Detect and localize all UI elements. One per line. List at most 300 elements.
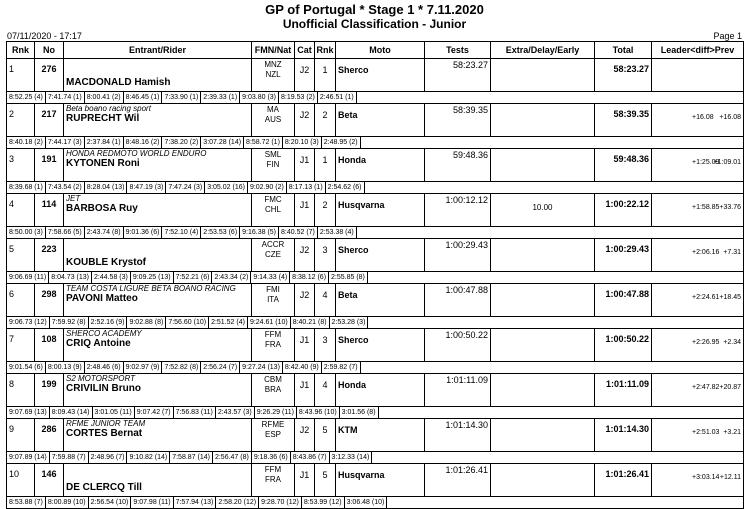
total-time: 1:01:11.09 — [595, 374, 652, 407]
table-row — [7, 149, 744, 182]
split-time: 2:59.82 (7) — [322, 362, 361, 373]
rider-name: KOUBLE Krystof — [66, 257, 147, 268]
rider-cell — [64, 194, 252, 227]
federation-cell — [252, 239, 295, 272]
total-time: 1:00:22.12 — [595, 194, 652, 227]
split-time: 8:38.12 (6) — [290, 272, 329, 283]
leader-gap-cell — [652, 59, 744, 92]
federation-cell — [252, 149, 295, 182]
split-times-row — [7, 182, 744, 194]
split-time: 8:28.04 (13) — [85, 182, 128, 193]
total-time: 1:01:26.41 — [595, 464, 652, 497]
gap-to-leader: +2:47.82 — [692, 384, 720, 391]
split-time: 7:58.87 (14) — [170, 452, 213, 463]
nationality: CZE — [265, 250, 281, 259]
split-time: 8:43.86 (7) — [291, 452, 330, 463]
col-cat: Cat — [295, 42, 315, 59]
tests-time: 1:00:47.88 — [425, 284, 491, 317]
split-time: 8:00.13 (9) — [46, 362, 85, 373]
split-time: 9:10.82 (14) — [127, 452, 170, 463]
split-time: 9:01.36 (6) — [124, 227, 163, 238]
category-rank: 3 — [315, 239, 336, 272]
split-time: 8:47.19 (3) — [127, 182, 166, 193]
rank-cell: 3 — [7, 149, 35, 182]
split-times-row — [7, 137, 744, 149]
federation: FMC — [264, 195, 282, 204]
col-rider: Entrant/Rider — [64, 42, 252, 59]
split-times-cell — [7, 452, 744, 464]
split-time: 7:57.94 (13) — [174, 497, 217, 508]
col-fmn: FMN/Nat — [252, 42, 295, 59]
split-time: 7:59.88 (7) — [50, 452, 89, 463]
motorcycle: KTM — [336, 419, 425, 452]
table-row — [7, 59, 744, 92]
split-time: 7:33.90 (1) — [162, 92, 201, 103]
split-time: 8:19.53 (2) — [279, 92, 318, 103]
leader-gap-cell — [652, 329, 744, 362]
category: J1 — [295, 194, 315, 227]
split-time: 2:37.84 (1) — [85, 137, 124, 148]
federation: SML — [264, 150, 282, 159]
split-time: 2:48.95 (2) — [322, 137, 361, 148]
gap-to-previous: +33.76 — [719, 204, 741, 211]
tests-time: 58:39.35 — [425, 104, 491, 137]
split-time: 8:40.18 (2) — [7, 137, 46, 148]
total-time: 59:48.36 — [595, 149, 652, 182]
rider-cell — [64, 329, 252, 362]
split-time: 2:55.85 (8) — [329, 272, 368, 283]
split-time: 8:53.88 (7) — [7, 497, 46, 508]
print-date: 07/11/2020 - 17:17 — [7, 31, 82, 41]
table-row — [7, 329, 744, 362]
rider-cell — [64, 104, 252, 137]
split-time: 9:06.73 (12) — [7, 317, 50, 328]
split-time: 7:58.66 (5) — [46, 227, 85, 238]
split-time: 2:56.47 (8) — [213, 452, 252, 463]
split-time: 2:54.62 (6) — [326, 182, 365, 193]
rank-cell: 6 — [7, 284, 35, 317]
split-time: 2:43.74 (8) — [85, 227, 124, 238]
split-times-row — [7, 317, 744, 329]
federation: MA — [267, 105, 279, 114]
split-time: 8:48.16 (2) — [124, 137, 163, 148]
split-time: 8:39.68 (1) — [7, 182, 46, 193]
nationality: FRA — [265, 340, 281, 349]
nationality: BRA — [264, 385, 282, 394]
team-name: Beta boano racing sport — [66, 104, 151, 113]
split-time: 2:53.38 (4) — [318, 227, 357, 238]
split-times-cell — [7, 227, 744, 239]
split-time: 9:14.33 (4) — [251, 272, 290, 283]
rank-cell: 2 — [7, 104, 35, 137]
split-time: 8:40.52 (7) — [279, 227, 318, 238]
split-time: 2:43.57 (3) — [216, 407, 255, 418]
split-time: 2:56.24 (7) — [201, 362, 240, 373]
gap-to-previous: +2.34 — [723, 339, 741, 346]
motorcycle: Sherco — [336, 239, 425, 272]
split-times-row — [7, 227, 744, 239]
rider-name: RUPRECHT Wil — [66, 113, 140, 124]
team-name — [66, 464, 249, 473]
split-times-cell — [7, 407, 744, 419]
nationality: NZL — [265, 70, 281, 79]
split-time: 9:09.25 (13) — [131, 272, 174, 283]
total-time: 58:39.35 — [595, 104, 652, 137]
col-no: No — [35, 42, 64, 59]
split-time: 7:52.82 (8) — [162, 362, 201, 373]
rider-name: DE CLERCQ Till — [66, 482, 142, 493]
leader-gap-cell — [652, 464, 744, 497]
rider-name: CRIQ Antoine — [66, 338, 131, 349]
col-rnk: Rnk — [7, 42, 35, 59]
split-time: 2:39.33 (1) — [201, 92, 240, 103]
page-subtitle: Unofficial Classification - Junior — [282, 17, 467, 31]
gap-to-leader: +1:25.09 — [692, 159, 720, 166]
bib-number: 114 — [35, 194, 64, 227]
split-time: 2:58.20 (12) — [216, 497, 259, 508]
table-row — [7, 374, 744, 407]
team-name: RFME JUNIOR TEAM — [66, 419, 146, 428]
team-name: JET — [66, 194, 81, 203]
federation-cell — [252, 104, 295, 137]
split-time: 2:56.54 (10) — [89, 497, 132, 508]
tests-time: 1:00:12.12 — [425, 194, 491, 227]
split-time: 2:43.34 (2) — [212, 272, 251, 283]
rank-cell: 4 — [7, 194, 35, 227]
split-time: 9:07.89 (14) — [7, 452, 50, 463]
table-header-row — [7, 42, 744, 59]
federation-cell — [252, 194, 295, 227]
split-times-cell — [7, 92, 744, 104]
split-time: 8:00.89 (10) — [46, 497, 89, 508]
split-time: 9:27.24 (13) — [240, 362, 283, 373]
split-time: 3:07.28 (14) — [201, 137, 244, 148]
split-time: 8:50.00 (3) — [7, 227, 46, 238]
motorcycle: Honda — [336, 374, 425, 407]
total-time: 1:00:50.22 — [595, 329, 652, 362]
split-time: 2:52.16 (9) — [89, 317, 128, 328]
federation-cell — [252, 284, 295, 317]
gap-to-previous: +18.45 — [719, 294, 741, 301]
category-rank: 1 — [315, 59, 336, 92]
nationality: ITA — [267, 295, 279, 304]
category: J1 — [295, 149, 315, 182]
gap-to-previous: +12.11 — [719, 474, 741, 481]
federation: MNZ — [264, 60, 282, 69]
col-total: Total — [595, 42, 652, 59]
nationality: CHL — [264, 205, 281, 214]
split-time: 7:52.10 (4) — [162, 227, 201, 238]
split-times-row — [7, 497, 744, 509]
total-time: 1:00:47.88 — [595, 284, 652, 317]
category-rank: 4 — [315, 284, 336, 317]
category: J2 — [295, 104, 315, 137]
total-time: 58:23.27 — [595, 59, 652, 92]
split-times-row — [7, 452, 744, 464]
bib-number: 286 — [35, 419, 64, 452]
extra-penalty — [491, 464, 595, 497]
leader-gap-cell — [652, 374, 744, 407]
tests-time: 1:01:14.30 — [425, 419, 491, 452]
split-times-row — [7, 92, 744, 104]
split-time: 8:04.73 (13) — [49, 272, 92, 283]
rider-name: CORTES Bernat — [66, 428, 143, 439]
split-time: 2:53.28 (3) — [330, 317, 369, 328]
rider-cell — [64, 464, 252, 497]
split-time: 9:28.70 (12) — [259, 497, 302, 508]
split-time: 2:44.58 (3) — [92, 272, 131, 283]
nationality: AUS — [264, 115, 282, 124]
split-time: 9:16.38 (5) — [240, 227, 279, 238]
split-times-cell — [7, 497, 744, 509]
split-times-cell — [7, 182, 744, 194]
team-name: TEAM COSTA LIGURE BETA BOANO RACING — [66, 284, 236, 293]
motorcycle: Beta — [336, 284, 425, 317]
tests-time: 1:00:50.22 — [425, 329, 491, 362]
gap-to-previous: +7.31 — [723, 249, 741, 256]
tests-time: 59:48.36 — [425, 149, 491, 182]
split-time: 8:00.41 (2) — [85, 92, 124, 103]
split-time: 9:06.69 (11) — [7, 272, 49, 283]
motorcycle: Husqvarna — [336, 464, 425, 497]
table-row — [7, 464, 744, 497]
rider-name: CRIVILIN Bruno — [66, 383, 141, 394]
split-times-cell — [7, 362, 744, 374]
split-time: 8:43.96 (10) — [297, 407, 340, 418]
extra-penalty — [491, 104, 595, 137]
split-time: 7:44.17 (3) — [46, 137, 85, 148]
split-time: 3:12.33 (14) — [330, 452, 373, 463]
nationality: ESP — [264, 430, 281, 439]
category: J1 — [295, 329, 315, 362]
split-time: 9:07.69 (13) — [7, 407, 50, 418]
motorcycle: Sherco — [336, 59, 425, 92]
split-times-cell — [7, 317, 744, 329]
split-time: 8:58.72 (1) — [244, 137, 283, 148]
federation: FFM — [264, 465, 282, 474]
table-row — [7, 104, 744, 137]
split-time: 7:47.24 (3) — [166, 182, 205, 193]
leader-gap-cell — [652, 194, 744, 227]
category: J2 — [295, 284, 315, 317]
category: J2 — [295, 419, 315, 452]
split-time: 9:02.88 (8) — [127, 317, 166, 328]
rider-name: MACDONALD Hamish — [66, 77, 171, 88]
rider-cell — [64, 419, 252, 452]
federation: ACCR — [261, 240, 285, 249]
rider-cell — [64, 59, 252, 92]
federation: FFM — [264, 330, 282, 339]
split-times-cell — [7, 137, 744, 149]
extra-penalty — [491, 149, 595, 182]
split-time: 8:52.25 (4) — [7, 92, 46, 103]
total-time: 1:00:29.43 — [595, 239, 652, 272]
extra-penalty — [491, 329, 595, 362]
split-time: 7:59.92 (8) — [50, 317, 89, 328]
col-extra: Extra/Delay/Early — [491, 42, 595, 59]
rank-cell: 9 — [7, 419, 35, 452]
nationality: FRA — [265, 475, 281, 484]
bib-number: 108 — [35, 329, 64, 362]
split-time: 2:53.53 (6) — [201, 227, 240, 238]
category: J2 — [295, 59, 315, 92]
split-time: 8:20.10 (3) — [283, 137, 322, 148]
split-time: 3:06.48 (10) — [345, 497, 388, 508]
category-rank: 2 — [315, 194, 336, 227]
col-leader: Leader<diff>Prev — [652, 42, 744, 59]
split-time: 8:53.99 (12) — [302, 497, 345, 508]
split-time: 9:07.98 (11) — [131, 497, 173, 508]
team-name — [66, 59, 249, 68]
motorcycle: Husqvarna — [336, 194, 425, 227]
gap-to-previous: +20.87 — [719, 384, 741, 391]
gap-to-leader: +2:26.95 — [692, 339, 720, 346]
bib-number: 223 — [35, 239, 64, 272]
split-time: 7:52.21 (6) — [174, 272, 213, 283]
split-time: 9:02.97 (9) — [124, 362, 163, 373]
federation-cell — [252, 374, 295, 407]
bib-number: 298 — [35, 284, 64, 317]
extra-penalty: 10.00 — [491, 194, 595, 227]
category-rank: 2 — [315, 104, 336, 137]
category: J1 — [295, 464, 315, 497]
split-time: 9:07.42 (7) — [135, 407, 174, 418]
tests-time: 1:00:29.43 — [425, 239, 491, 272]
bib-number: 199 — [35, 374, 64, 407]
split-time: 8:09.43 (14) — [50, 407, 93, 418]
leader-gap-cell — [652, 419, 744, 452]
team-name — [66, 239, 249, 248]
rider-cell — [64, 284, 252, 317]
extra-penalty — [491, 59, 595, 92]
tests-time: 1:01:11.09 — [425, 374, 491, 407]
col-tests: Tests — [425, 42, 491, 59]
motorcycle: Sherco — [336, 329, 425, 362]
leader-gap-cell — [652, 239, 744, 272]
rank-cell: 8 — [7, 374, 35, 407]
split-time: 8:46.45 (1) — [124, 92, 163, 103]
split-time: 2:48.46 (6) — [85, 362, 124, 373]
split-time: 7:56.83 (11) — [174, 407, 216, 418]
table-row — [7, 239, 744, 272]
leader-gap-cell — [652, 284, 744, 317]
tests-time: 58:23.27 — [425, 59, 491, 92]
split-times-row — [7, 362, 744, 374]
split-time: 9:01.54 (6) — [7, 362, 46, 373]
bib-number: 217 — [35, 104, 64, 137]
bib-number: 146 — [35, 464, 64, 497]
category-rank: 1 — [315, 149, 336, 182]
split-time: 2:51.52 (4) — [209, 317, 248, 328]
gap-to-leader: +2:06.16 — [692, 249, 720, 256]
split-time: 7:56.60 (10) — [166, 317, 209, 328]
gap-to-leader: +16.08 — [692, 114, 714, 121]
extra-penalty — [491, 419, 595, 452]
federation: RFME — [261, 420, 285, 429]
split-time: 2:46.51 (1) — [318, 92, 357, 103]
nationality: FIN — [266, 160, 280, 169]
rider-name: PAVONI Matteo — [66, 293, 138, 304]
extra-penalty — [491, 284, 595, 317]
gap-to-leader: +2:51.03 — [692, 429, 720, 436]
rider-cell — [64, 374, 252, 407]
federation: CBM — [264, 375, 282, 384]
category-rank: 5 — [315, 419, 336, 452]
split-times-cell — [7, 272, 744, 284]
split-time: 3:05.02 (16) — [205, 182, 248, 193]
split-time: 3:01.56 (8) — [340, 407, 379, 418]
team-name: HONDA REDMOTO WORLD ENDURO — [66, 149, 207, 158]
motorcycle: Honda — [336, 149, 425, 182]
split-times-row — [7, 407, 744, 419]
federation-cell — [252, 329, 295, 362]
team-name: S2 MOTORSPORT — [66, 374, 136, 383]
split-time: 7:43.54 (2) — [46, 182, 85, 193]
tests-time: 1:01:26.41 — [425, 464, 491, 497]
gap-to-leader: +2:24.61 — [692, 294, 720, 301]
split-time: 9:02.90 (2) — [248, 182, 287, 193]
split-time: 9:18.36 (6) — [252, 452, 291, 463]
category: J1 — [295, 374, 315, 407]
bib-number: 191 — [35, 149, 64, 182]
table-row — [7, 419, 744, 452]
col-moto: Moto — [336, 42, 425, 59]
table-row — [7, 194, 744, 227]
team-name: SHERCO ACADEMY — [66, 329, 142, 338]
rank-cell: 1 — [7, 59, 35, 92]
federation-cell — [252, 59, 295, 92]
gap-to-previous: +3.21 — [723, 429, 741, 436]
table-row — [7, 284, 744, 317]
split-time: 9:26.29 (11) — [255, 407, 297, 418]
extra-penalty — [491, 374, 595, 407]
motorcycle: Beta — [336, 104, 425, 137]
split-time: 8:17.13 (1) — [287, 182, 326, 193]
gap-to-leader: +1:58.85 — [692, 204, 720, 211]
page-title: GP of Portugal * Stage 1 * 7.11.2020 — [265, 2, 484, 17]
split-time: 8:42.40 (9) — [283, 362, 322, 373]
leader-gap-cell — [652, 149, 744, 182]
gap-to-leader: +3:03.14 — [692, 474, 720, 481]
federation-cell — [252, 419, 295, 452]
rider-name: KYTONEN Roni — [66, 158, 140, 169]
split-time: 8:40.21 (8) — [291, 317, 330, 328]
rider-cell — [64, 239, 252, 272]
rank-cell: 7 — [7, 329, 35, 362]
gap-to-previous: +16.08 — [719, 114, 741, 121]
split-time: 7:38.20 (2) — [162, 137, 201, 148]
split-time: 9:24.61 (10) — [248, 317, 291, 328]
federation: FMI — [266, 285, 280, 294]
results-table — [6, 41, 744, 509]
category: J2 — [295, 239, 315, 272]
rider-name: BARBOSA Ruy — [66, 203, 138, 214]
federation-cell — [252, 464, 295, 497]
split-time: 7:41.74 (1) — [46, 92, 85, 103]
split-time: 3:01.05 (11) — [93, 407, 135, 418]
page-number: Page 1 — [713, 31, 742, 41]
extra-penalty — [491, 239, 595, 272]
rank-cell: 5 — [7, 239, 35, 272]
total-time: 1:01:14.30 — [595, 419, 652, 452]
rank-cell: 10 — [7, 464, 35, 497]
category-rank: 5 — [315, 464, 336, 497]
col-cat-rnk: Rnk — [315, 42, 336, 59]
split-time: 2:48.96 (7) — [89, 452, 128, 463]
split-time: 9:03.80 (3) — [240, 92, 279, 103]
category-rank: 4 — [315, 374, 336, 407]
split-times-row — [7, 272, 744, 284]
